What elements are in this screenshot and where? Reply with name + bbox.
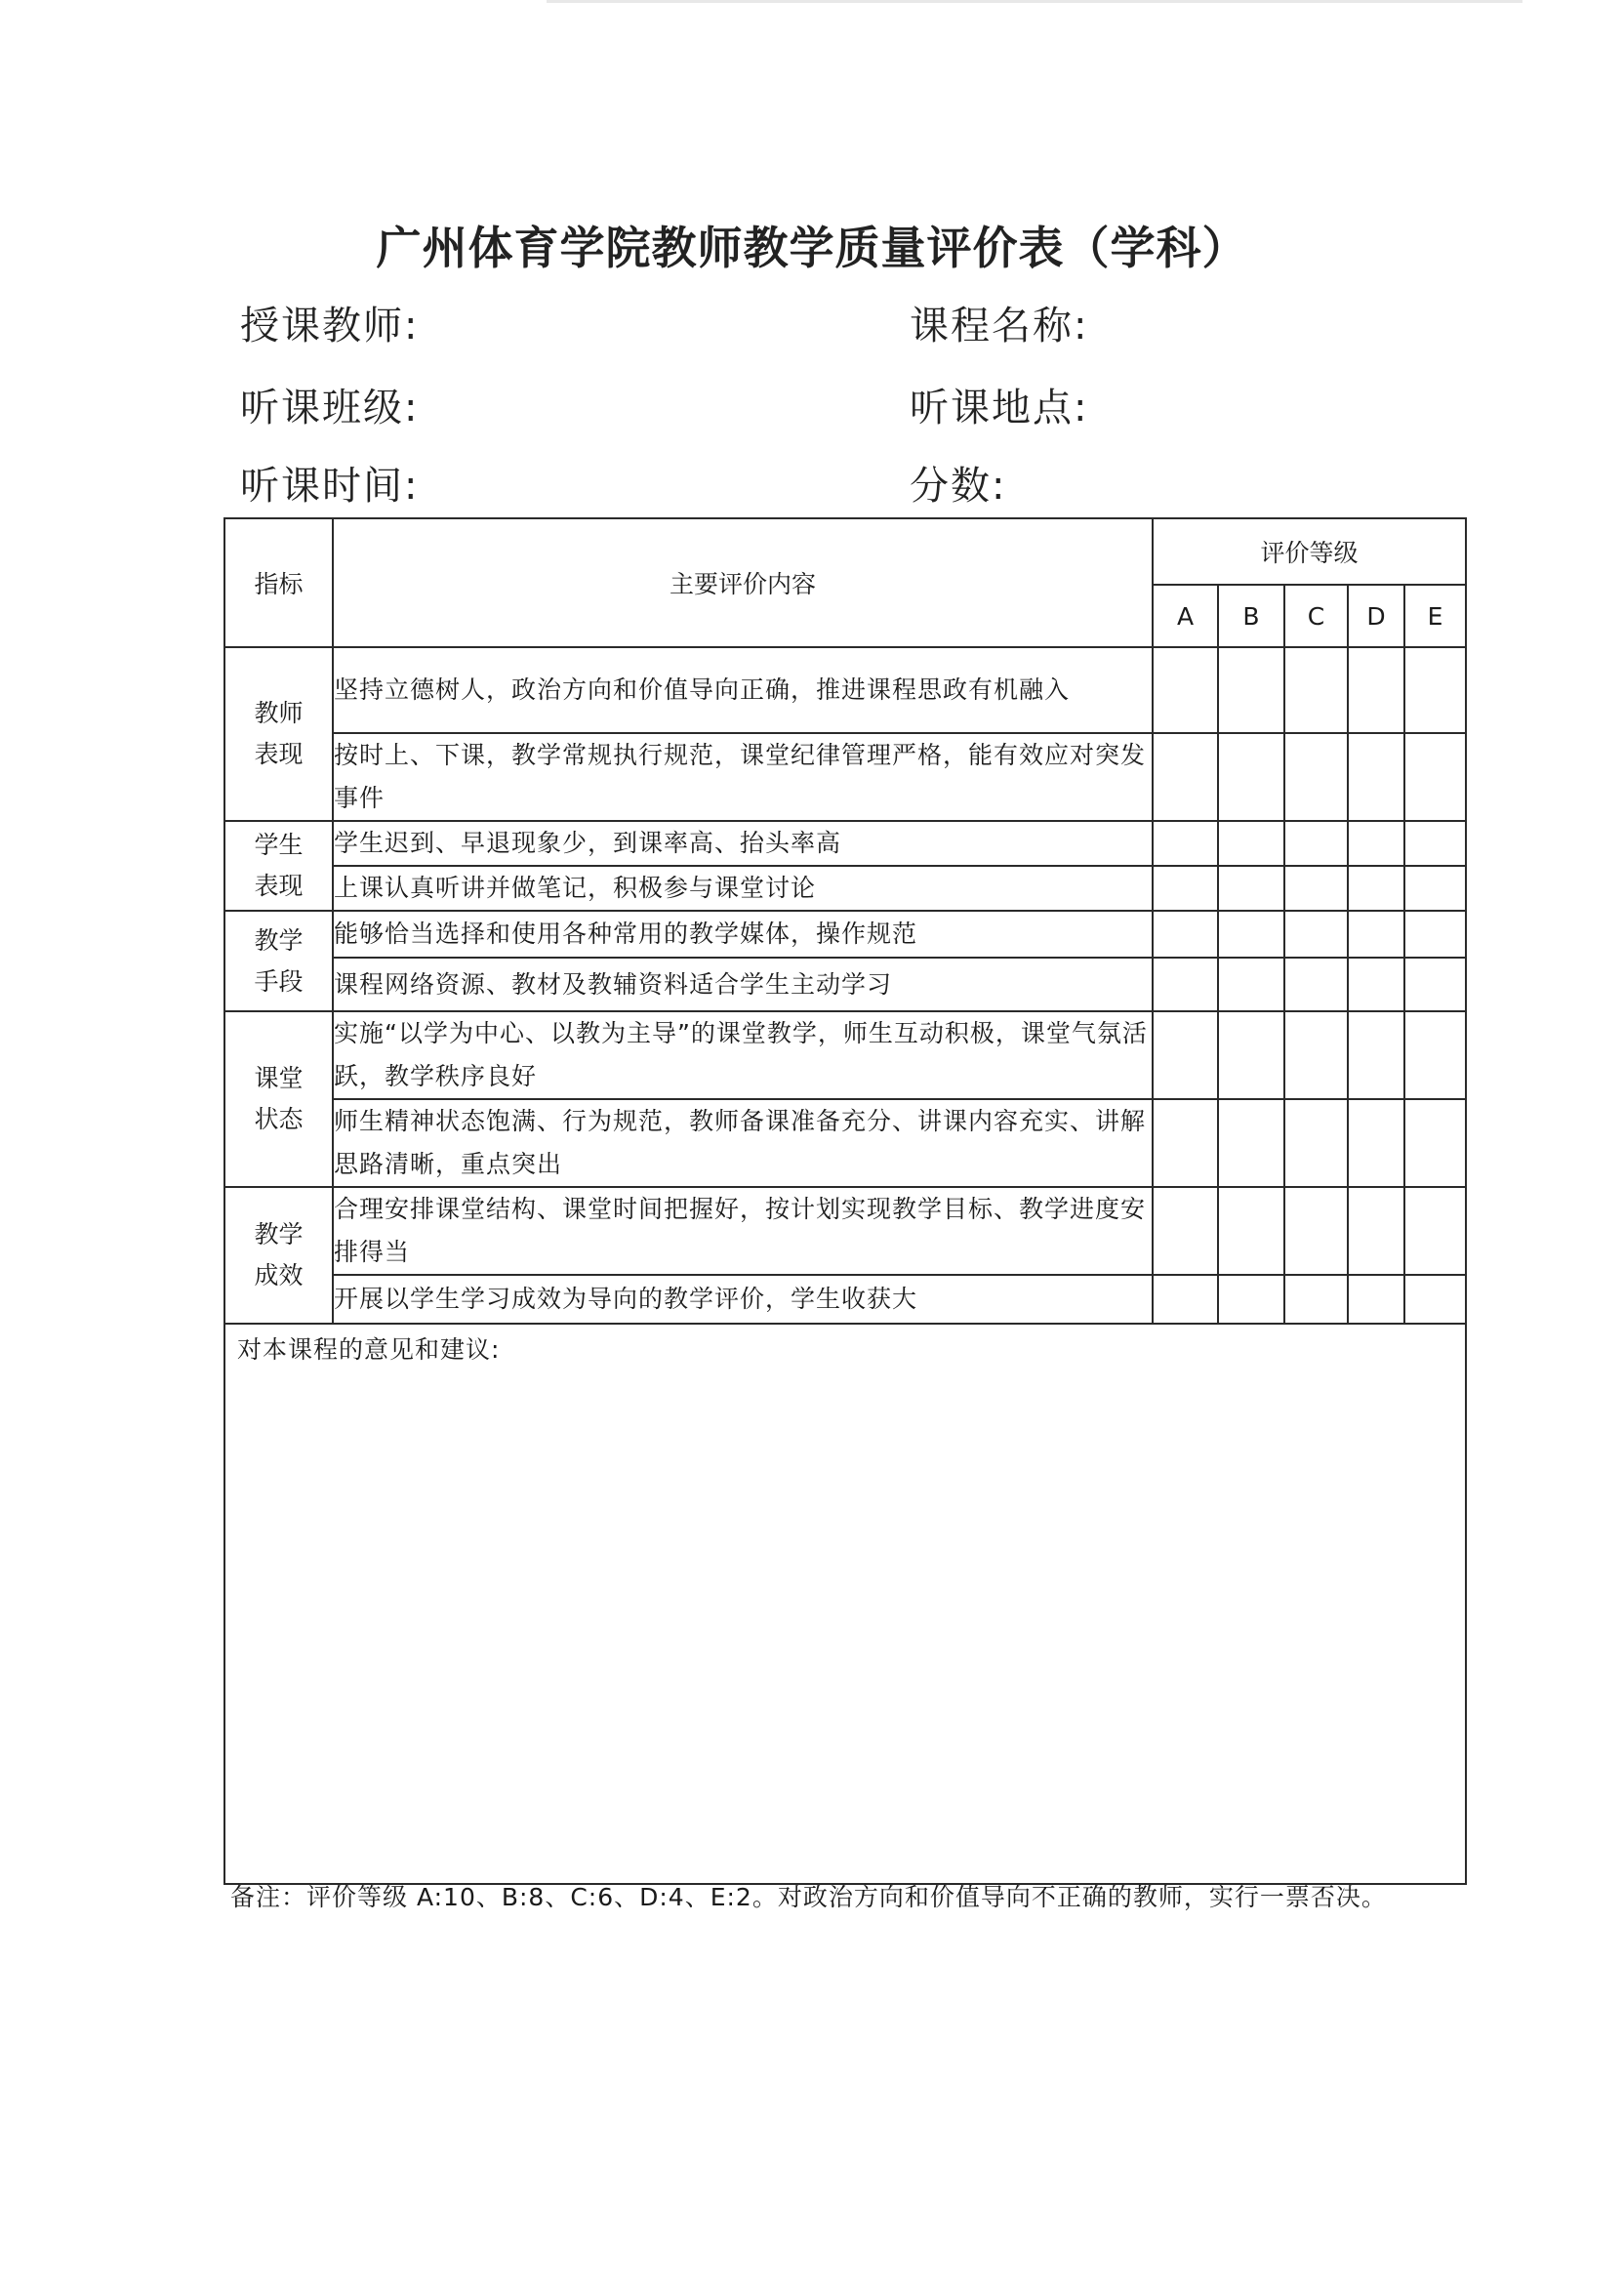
grade-cell-a[interactable] [1153,733,1218,821]
grade-cell-a[interactable] [1153,647,1218,733]
grade-cell-c[interactable] [1284,821,1348,866]
grade-cell-c[interactable] [1284,866,1348,911]
grade-cell-d[interactable] [1348,733,1404,821]
grade-cell-c[interactable] [1284,647,1348,733]
grade-cell-d[interactable] [1348,911,1404,958]
header-grade-c: C [1284,585,1348,647]
header-grade-a: A [1153,585,1218,647]
grade-cell-d[interactable] [1348,647,1404,733]
indicator-line: 状态 [254,1105,304,1133]
indicator-line: 表现 [254,740,304,768]
comments-label: 对本课程的意见和建议: [237,1335,501,1364]
grade-cell-b[interactable] [1218,866,1284,911]
criterion-text: 实施“以学为中心、以教为主导”的课堂教学，师生互动积极，课堂气氛活跃，教学秩序良好 [333,1011,1153,1099]
indicator-line: 教学 [254,1220,304,1248]
header-grade-d: D [1348,585,1404,647]
criterion-text: 能够恰当选择和使用各种常用的教学媒体，操作规范 [333,911,1153,958]
criterion-text: 师生精神状态饱满、行为规范，教师备课准备充分、讲课内容充实、讲解思路清晰，重点突出 [333,1099,1153,1187]
grade-cell-a[interactable] [1153,1099,1218,1187]
class-field: 听课班级: [240,386,420,430]
criterion-text: 学生迟到、早退现象少，到课率高、抬头率高 [333,821,1153,866]
indicator-cell [224,911,333,1011]
table-row [224,958,1466,1011]
grade-cell-e[interactable] [1404,647,1466,733]
criterion-text: 坚持立德树人，政治方向和价值导向正确，推进课程思政有机融入 [333,647,1153,733]
table-row [224,821,1466,866]
grade-cell-c[interactable] [1284,1187,1348,1275]
grade-cell-b[interactable] [1218,647,1284,733]
grade-cell-a[interactable] [1153,821,1218,866]
header-content: 主要评价内容 [333,518,1153,647]
grade-cell-e[interactable] [1404,821,1466,866]
header-grade-e: E [1404,585,1466,647]
indicator-cell [224,1187,333,1324]
grade-cell-e[interactable] [1404,866,1466,911]
evaluation-table [223,517,1467,1885]
grade-cell-e[interactable] [1404,1011,1466,1099]
table-row [224,1011,1466,1099]
footer-note: 备注：评价等级 A:10、B:8、C:6、D:4、E:2。对政治方向和价值导向不正确的教师，实行一票否决。 [230,1883,1387,1911]
grade-cell-c[interactable] [1284,733,1348,821]
header-grade-title: 评价等级 [1153,518,1466,585]
grade-cell-b[interactable] [1218,911,1284,958]
grade-cell-a[interactable] [1153,1187,1218,1275]
table-row [224,733,1466,821]
indicator-line: 教师 [254,699,304,727]
grade-cell-d[interactable] [1348,866,1404,911]
grade-cell-b[interactable] [1218,1099,1284,1187]
criterion-text: 合理安排课堂结构、课堂时间把握好，按计划实现教学目标、教学进度安排得当 [333,1187,1153,1275]
table-row [224,911,1466,958]
course-name-field: 课程名称: [910,304,1089,348]
indicator-line: 表现 [254,872,304,900]
grade-cell-d[interactable] [1348,1275,1404,1324]
indicator-line: 学生 [254,831,304,859]
criterion-text: 上课认真听讲并做笔记，积极参与课堂讨论 [333,866,1153,911]
teacher-field: 授课教师: [240,304,420,348]
indicator-cell [224,1011,333,1187]
grade-cell-c[interactable] [1284,911,1348,958]
grade-cell-d[interactable] [1348,1187,1404,1275]
grade-cell-e[interactable] [1404,958,1466,1011]
table-row [224,1275,1466,1324]
grade-cell-c[interactable] [1284,1099,1348,1187]
indicator-line: 课堂 [254,1064,304,1092]
indicator-cell [224,647,333,821]
table-row [224,647,1466,733]
indicator-line: 教学 [254,925,304,955]
grade-cell-b[interactable] [1218,1187,1284,1275]
grade-cell-e[interactable] [1404,1099,1466,1187]
grade-cell-c[interactable] [1284,1011,1348,1099]
scan-edge-artifact [547,0,1522,3]
grade-cell-a[interactable] [1153,958,1218,1011]
grade-cell-d[interactable] [1348,1011,1404,1099]
grade-cell-b[interactable] [1218,821,1284,866]
criterion-text: 课程网络资源、教材及教辅资料适合学生主动学习 [333,958,1153,1011]
page-title: 广州体育学院教师教学质量评价表（学科） [376,222,1248,274]
grade-cell-c[interactable] [1284,1275,1348,1324]
grade-cell-b[interactable] [1218,958,1284,1011]
grade-cell-e[interactable] [1404,1187,1466,1275]
grade-cell-d[interactable] [1348,958,1404,1011]
grade-cell-a[interactable] [1153,911,1218,958]
grade-cell-d[interactable] [1348,1099,1404,1187]
indicator-cell [224,821,333,911]
grade-cell-b[interactable] [1218,733,1284,821]
comments-box[interactable] [224,1324,1466,1884]
table-row [224,1187,1466,1275]
header-grade-b: B [1218,585,1284,647]
criterion-text: 按时上、下课，教学常规执行规范，课堂纪律管理严格，能有效应对突发事件 [333,733,1153,821]
grade-cell-b[interactable] [1218,1275,1284,1324]
criterion-text: 开展以学生学习成效为导向的教学评价，学生收获大 [333,1275,1153,1324]
grade-cell-a[interactable] [1153,866,1218,911]
table-row [224,1099,1466,1187]
grade-cell-d[interactable] [1348,821,1404,866]
indicator-line: 成效 [254,1261,304,1289]
time-field: 听课时间: [240,464,420,509]
grade-cell-a[interactable] [1153,1011,1218,1099]
grade-cell-e[interactable] [1404,1275,1466,1324]
score-field: 分数: [910,464,1007,509]
grade-cell-e[interactable] [1404,733,1466,821]
indicator-line: 手段 [254,966,304,996]
grade-cell-e[interactable] [1404,911,1466,958]
location-field: 听课地点: [910,386,1089,430]
grade-cell-a[interactable] [1153,1275,1218,1324]
header-indicator: 指标 [224,518,333,647]
grade-cell-b[interactable] [1218,1011,1284,1099]
grade-cell-c[interactable] [1284,958,1348,1011]
table-row [224,866,1466,911]
